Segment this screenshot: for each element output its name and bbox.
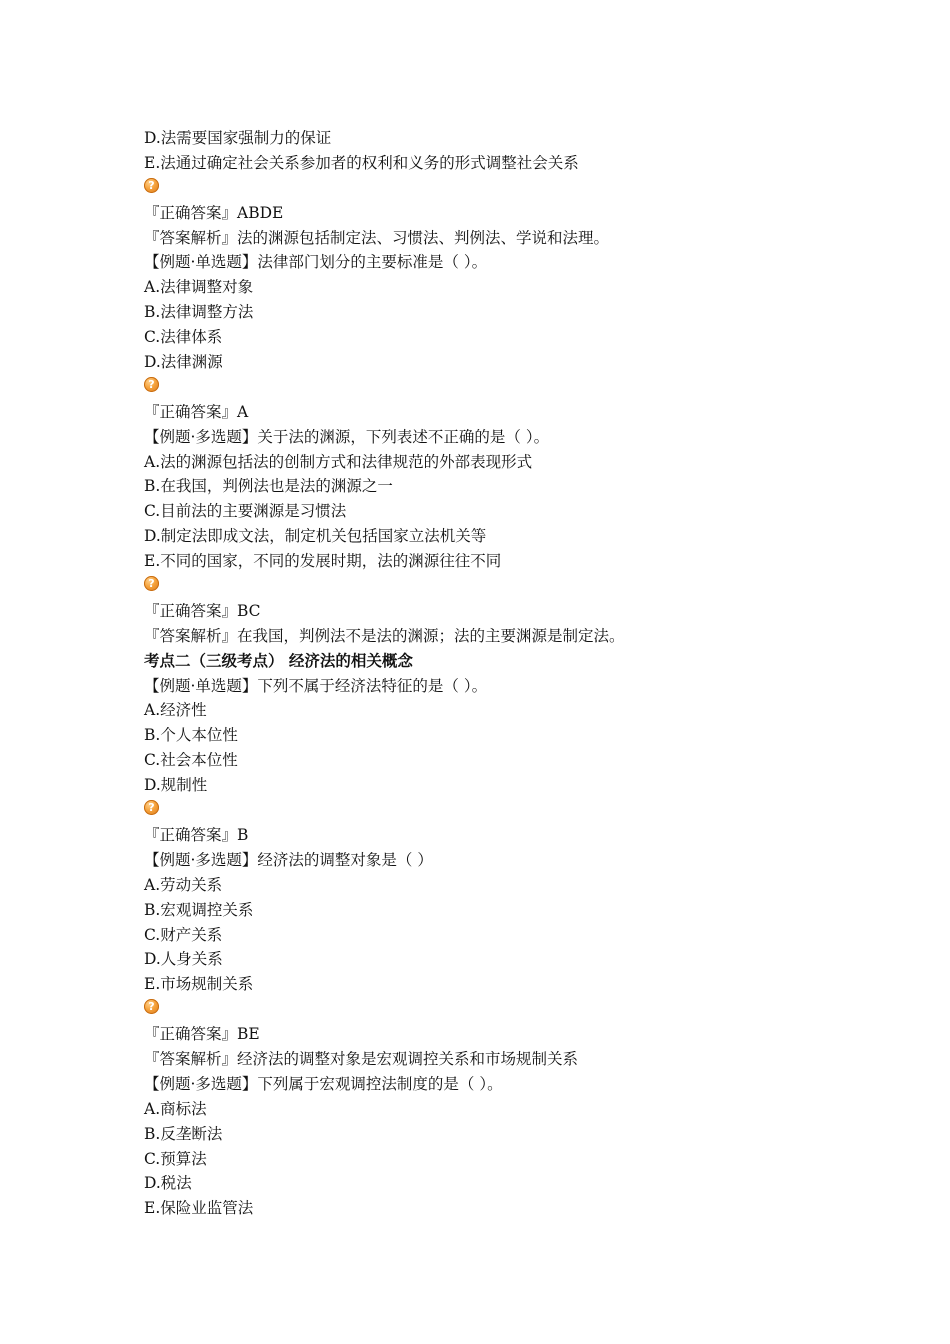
text-line: A.法律调整对象 xyxy=(144,278,254,297)
text-line: D.制定法即成文法，制定机关包括国家立法机关等 xyxy=(144,527,487,546)
answer-toggle-row xyxy=(144,574,824,599)
section-heading: 考点二（三级考点） 经济法的相关概念 xyxy=(144,650,413,670)
help-icon[interactable]: ? xyxy=(144,999,159,1014)
text-line: A.商标法 xyxy=(144,1099,207,1118)
help-icon[interactable]: ? xyxy=(144,377,159,392)
text-line: C.预算法 xyxy=(144,1149,207,1168)
text-line: 【例题·单选题】下列不属于经济法特征的是（ ）。 xyxy=(144,676,488,695)
text-line: 『正确答案』A xyxy=(144,402,249,421)
text-line: 【例题·多选题】关于法的渊源，下列表述不正确的是（ ）。 xyxy=(144,427,550,446)
text-line: E.保险业监管法 xyxy=(144,1199,254,1218)
help-icon[interactable]: ? xyxy=(144,800,159,815)
text-line: 『答案解析』在我国，判例法不是法的渊源；法的主要渊源是制定法。 xyxy=(144,626,625,645)
text-line: 『正确答案』BE xyxy=(144,1025,260,1044)
text-line: 『正确答案』BC xyxy=(144,601,261,620)
text-line: B.在我国，判例法也是法的渊源之一 xyxy=(144,477,393,496)
text-line: E.市场规制关系 xyxy=(144,975,254,994)
answer-toggle-row xyxy=(144,798,824,823)
answer-toggle-row xyxy=(144,176,824,201)
text-line: D.法律渊源 xyxy=(144,353,223,372)
text-line: 『正确答案』B xyxy=(144,825,249,844)
text-line: B.个人本位性 xyxy=(144,726,238,745)
text-line: 【例题·单选题】法律部门划分的主要标准是（ ）。 xyxy=(144,253,488,272)
text-line: C.目前法的主要渊源是习惯法 xyxy=(144,502,347,521)
text-line: 【例题·多选题】经济法的调整对象是（ ） xyxy=(144,850,433,869)
text-line: 『答案解析』法的渊源包括制定法、习惯法、判例法、学说和法理。 xyxy=(144,228,610,247)
help-icon[interactable]: ? xyxy=(144,178,159,193)
text-line: C.财产关系 xyxy=(144,925,223,944)
text-line: 『答案解析』经济法的调整对象是宏观调控关系和市场规制关系 xyxy=(144,1049,579,1068)
text-line: D.法需要国家强制力的保证 xyxy=(144,129,332,147)
text-line: B.法律调整方法 xyxy=(144,303,254,322)
text-line: B.反垄断法 xyxy=(144,1124,223,1143)
answer-toggle-row xyxy=(144,997,824,1022)
text-line: D.人身关系 xyxy=(144,950,223,969)
text-line: A.经济性 xyxy=(144,701,207,720)
text-line: A.劳动关系 xyxy=(144,875,223,894)
text-line: E.不同的国家，不同的发展时期，法的渊源往往不同 xyxy=(144,552,502,571)
text-line: D.规制性 xyxy=(144,776,208,795)
text-line: 『正确答案』ABDE xyxy=(144,203,284,222)
text-line: D.税法 xyxy=(144,1174,192,1193)
text-line: A.法的渊源包括法的创制方式和法律规范的外部表现形式 xyxy=(144,452,533,471)
text-line: C.法律体系 xyxy=(144,328,223,347)
answer-toggle-row xyxy=(144,375,824,400)
text-line: C.社会本位性 xyxy=(144,751,238,770)
text-line: E.法通过确定社会关系参加者的权利和义务的形式调整社会关系 xyxy=(144,153,579,172)
help-icon[interactable]: ? xyxy=(144,576,159,591)
text-line: 【例题·多选题】下列属于宏观调控法制度的是（ ）。 xyxy=(144,1074,503,1093)
document-body xyxy=(144,126,824,1221)
text-line: B.宏观调控关系 xyxy=(144,900,254,919)
